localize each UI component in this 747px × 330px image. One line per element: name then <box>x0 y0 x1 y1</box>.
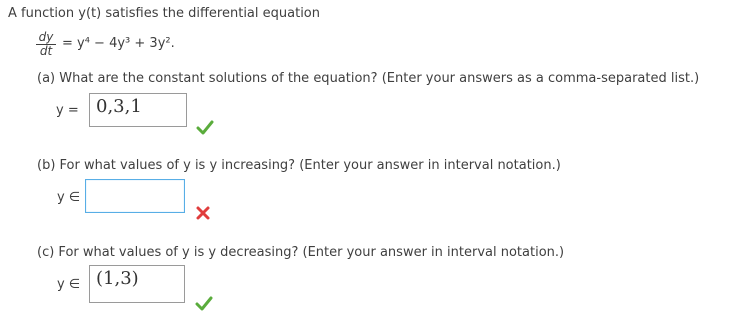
check-icon <box>195 296 213 312</box>
part-c-answer-label: y ∈ <box>57 277 81 292</box>
part-b-answer-label: y ∈ <box>57 190 81 205</box>
equation-rhs: = y⁴ − 4y³ + 3y². <box>62 36 175 51</box>
part-c-answer-input[interactable]: (1,3) <box>89 265 185 303</box>
part-a-prompt: (a) What are the constant solutions of the equation? (Enter your answers as a comma-separated list.) <box>37 71 700 86</box>
fraction-numerator: dy <box>38 30 54 44</box>
question-intro: A function y(t) satisfies the differential equation <box>8 6 320 21</box>
part-a-answer-label: y = <box>56 103 79 118</box>
check-icon <box>196 120 214 136</box>
part-c-prompt: (c) For what values of y is y decreasing? (Enter your answer in interval notation.) <box>37 245 565 260</box>
part-b-answer-input[interactable] <box>85 179 185 213</box>
cross-icon <box>194 205 212 221</box>
part-b-prompt: (b) For what values of y is y increasing? (Enter your answer in interval notation.) <box>37 158 561 173</box>
derivative-fraction <box>36 31 56 58</box>
fraction-denominator: dt <box>39 44 53 58</box>
part-a-answer-input[interactable]: 0,3,1 <box>89 93 187 127</box>
